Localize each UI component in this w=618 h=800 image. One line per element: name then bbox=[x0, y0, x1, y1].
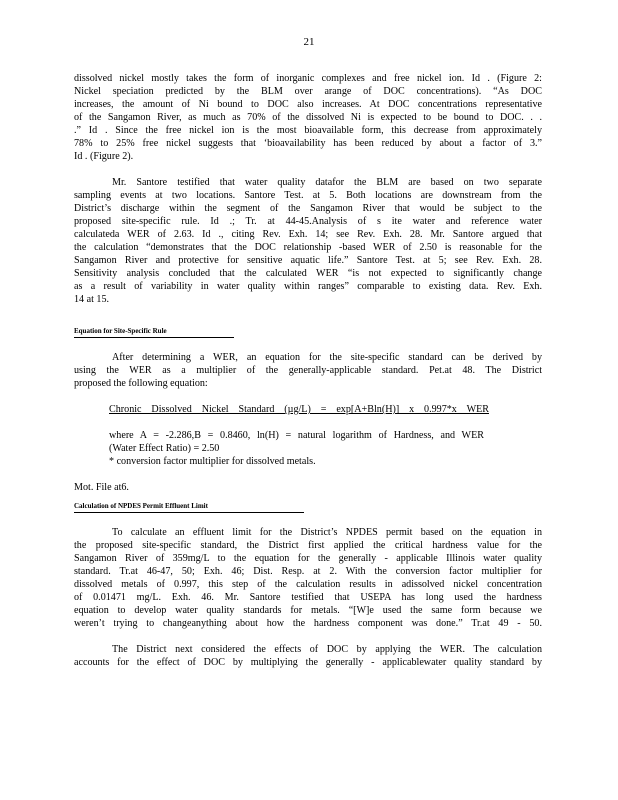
text-line: using the WER as a multiplier of the generally-applicable standard. Pet.at 48. The District bbox=[74, 365, 542, 376]
text-line: Id . (Figure 2). bbox=[74, 151, 134, 162]
paragraph-equation-intro bbox=[74, 351, 542, 390]
spacer bbox=[74, 390, 542, 403]
nickel-standard-equation: Chronic Dissolved Nickel Standard (µg/L) = exp[A+Bln(H)] x 0.997*x WER bbox=[109, 404, 489, 415]
equation-block bbox=[109, 403, 489, 468]
text-line: as a result of variability in water quality within ranges” comparable to existing data. Rev. Exh. bbox=[74, 281, 542, 292]
text-line: .” Id . Since the free nickel ion is the most bioavailable form, this decrease from approximately bbox=[74, 125, 542, 136]
spacer bbox=[74, 468, 542, 481]
text-line: proposed site-specific rule. Id .; Tr. at 44-45.Analysis of s ite water and reference water bbox=[74, 216, 542, 227]
text-line: accounts for the effect of DOC by multiplying the generally - applicablewater quality standard by bbox=[74, 657, 542, 668]
text-line: 78% to 25% free nickel suggests that ‘bioavailability has been reduced by about a factor of 3.” bbox=[74, 138, 542, 149]
text-line: Mr. Santore testified that water quality datafor the BLM are based on two separate bbox=[112, 177, 542, 188]
text-line: the proposed site-specific standard, the District first applied the critical hardness value for the bbox=[74, 540, 542, 551]
text-line: dissolved metals of 0.997, this step of the calculation results in adissolved nickel concentration bbox=[74, 579, 542, 590]
paragraph-nickel-speciation bbox=[74, 72, 542, 163]
section-heading-calculation: Calculation of NPDES Permit Effluent Limit bbox=[74, 501, 304, 513]
page-number: 21 bbox=[303, 36, 315, 48]
spacer bbox=[74, 494, 542, 501]
text-line: of 0.01471 mg/L. Exh. 46. Mr. Santore testified that USEPA has long used the hardness bbox=[74, 592, 542, 603]
spacer bbox=[74, 306, 542, 313]
text-line: calculateda WER of 2.63. Id ., citing Rev. Exh. 14; see Rev. Exh. 28. Mr. Santore argued that bbox=[74, 229, 542, 240]
text-line: Sangamon River of 359mg/L to the equation for the generally - applicable Illinois water quality bbox=[74, 553, 542, 564]
spacer bbox=[74, 313, 542, 326]
equation-definition: (Water Effect Ratio) = 2.50 bbox=[109, 443, 220, 454]
section-heading-equation: Equation for Site-Specific Rule bbox=[74, 326, 234, 338]
spacer bbox=[109, 416, 489, 429]
text-line: increases, the amount of Ni bound to DOC also increases. At DOC concentrations representative bbox=[74, 99, 542, 110]
text-line: dissolved nickel mostly takes the form of inorganic complexes and free nickel ion. Id . (Figure 2: bbox=[74, 73, 542, 84]
text-line: standard. Tr.at 46-47, 50; Exh. 46; Dist. Resp. at 2. With the conversion factor multiplier for bbox=[74, 566, 542, 577]
text-line: of the Sangamon River, as much as 70% of the dissolved Ni is expected to be bound to DOC. . . bbox=[74, 112, 542, 123]
text-line: District’s discharge within the segment of the Sangamon River that would be subject to the bbox=[74, 203, 542, 214]
spacer bbox=[74, 163, 542, 176]
text-line: After determining a WER, an equation for the site-specific standard can be derived by bbox=[112, 352, 542, 363]
equation-definition: where A = -2.286,B = 0.8460, ln(H) = natural logarithm of Hardness, and WER bbox=[109, 430, 484, 441]
paragraph-santore-testimony bbox=[74, 176, 542, 306]
text-line: the calculation “demonstrates that the DOC relationship -based WER of 2.50 is reasonable for the bbox=[74, 242, 542, 253]
paragraph-effluent-limit bbox=[74, 526, 542, 630]
text-line: To calculate an effluent limit for the District’s NPDES permit based on the equation in bbox=[112, 527, 542, 538]
document-body bbox=[74, 72, 542, 669]
text-line: Nickel speciation predicted by the BLM over arange of DOC concentrations). “As DOC bbox=[74, 86, 542, 97]
text-line: weren’t trying to changeanything about how the hardness component was done.” Tr.at 49 - 50. bbox=[74, 618, 542, 629]
spacer bbox=[74, 630, 542, 643]
equation-definition: * conversion factor multiplier for dissolved metals. bbox=[109, 456, 316, 467]
citation-line: Mot. File at6. bbox=[74, 482, 129, 493]
text-line: sampling events at two locations. Santore Test. at 5. Both locations are downstream from the bbox=[74, 190, 542, 201]
text-line: The District next considered the effects of DOC by applying the WER. The calculation bbox=[112, 644, 542, 655]
paragraph-doc-effects bbox=[74, 643, 542, 669]
text-line: Sangamon River and protective for sensitive aquatic life.” Santore Test. at 5; see Rev. Exh. 28. bbox=[74, 255, 542, 266]
text-line: equation to develop water quality standards for metals. “[W]e used the same form because we bbox=[74, 605, 542, 616]
spacer bbox=[74, 338, 542, 351]
spacer bbox=[74, 513, 542, 526]
text-line: Sensitivity analysis concluded that the calculated WER “is not expected to significantly change bbox=[74, 268, 542, 279]
text-line: proposed the following equation: bbox=[74, 378, 208, 389]
text-line: 14 at 15. bbox=[74, 294, 110, 305]
